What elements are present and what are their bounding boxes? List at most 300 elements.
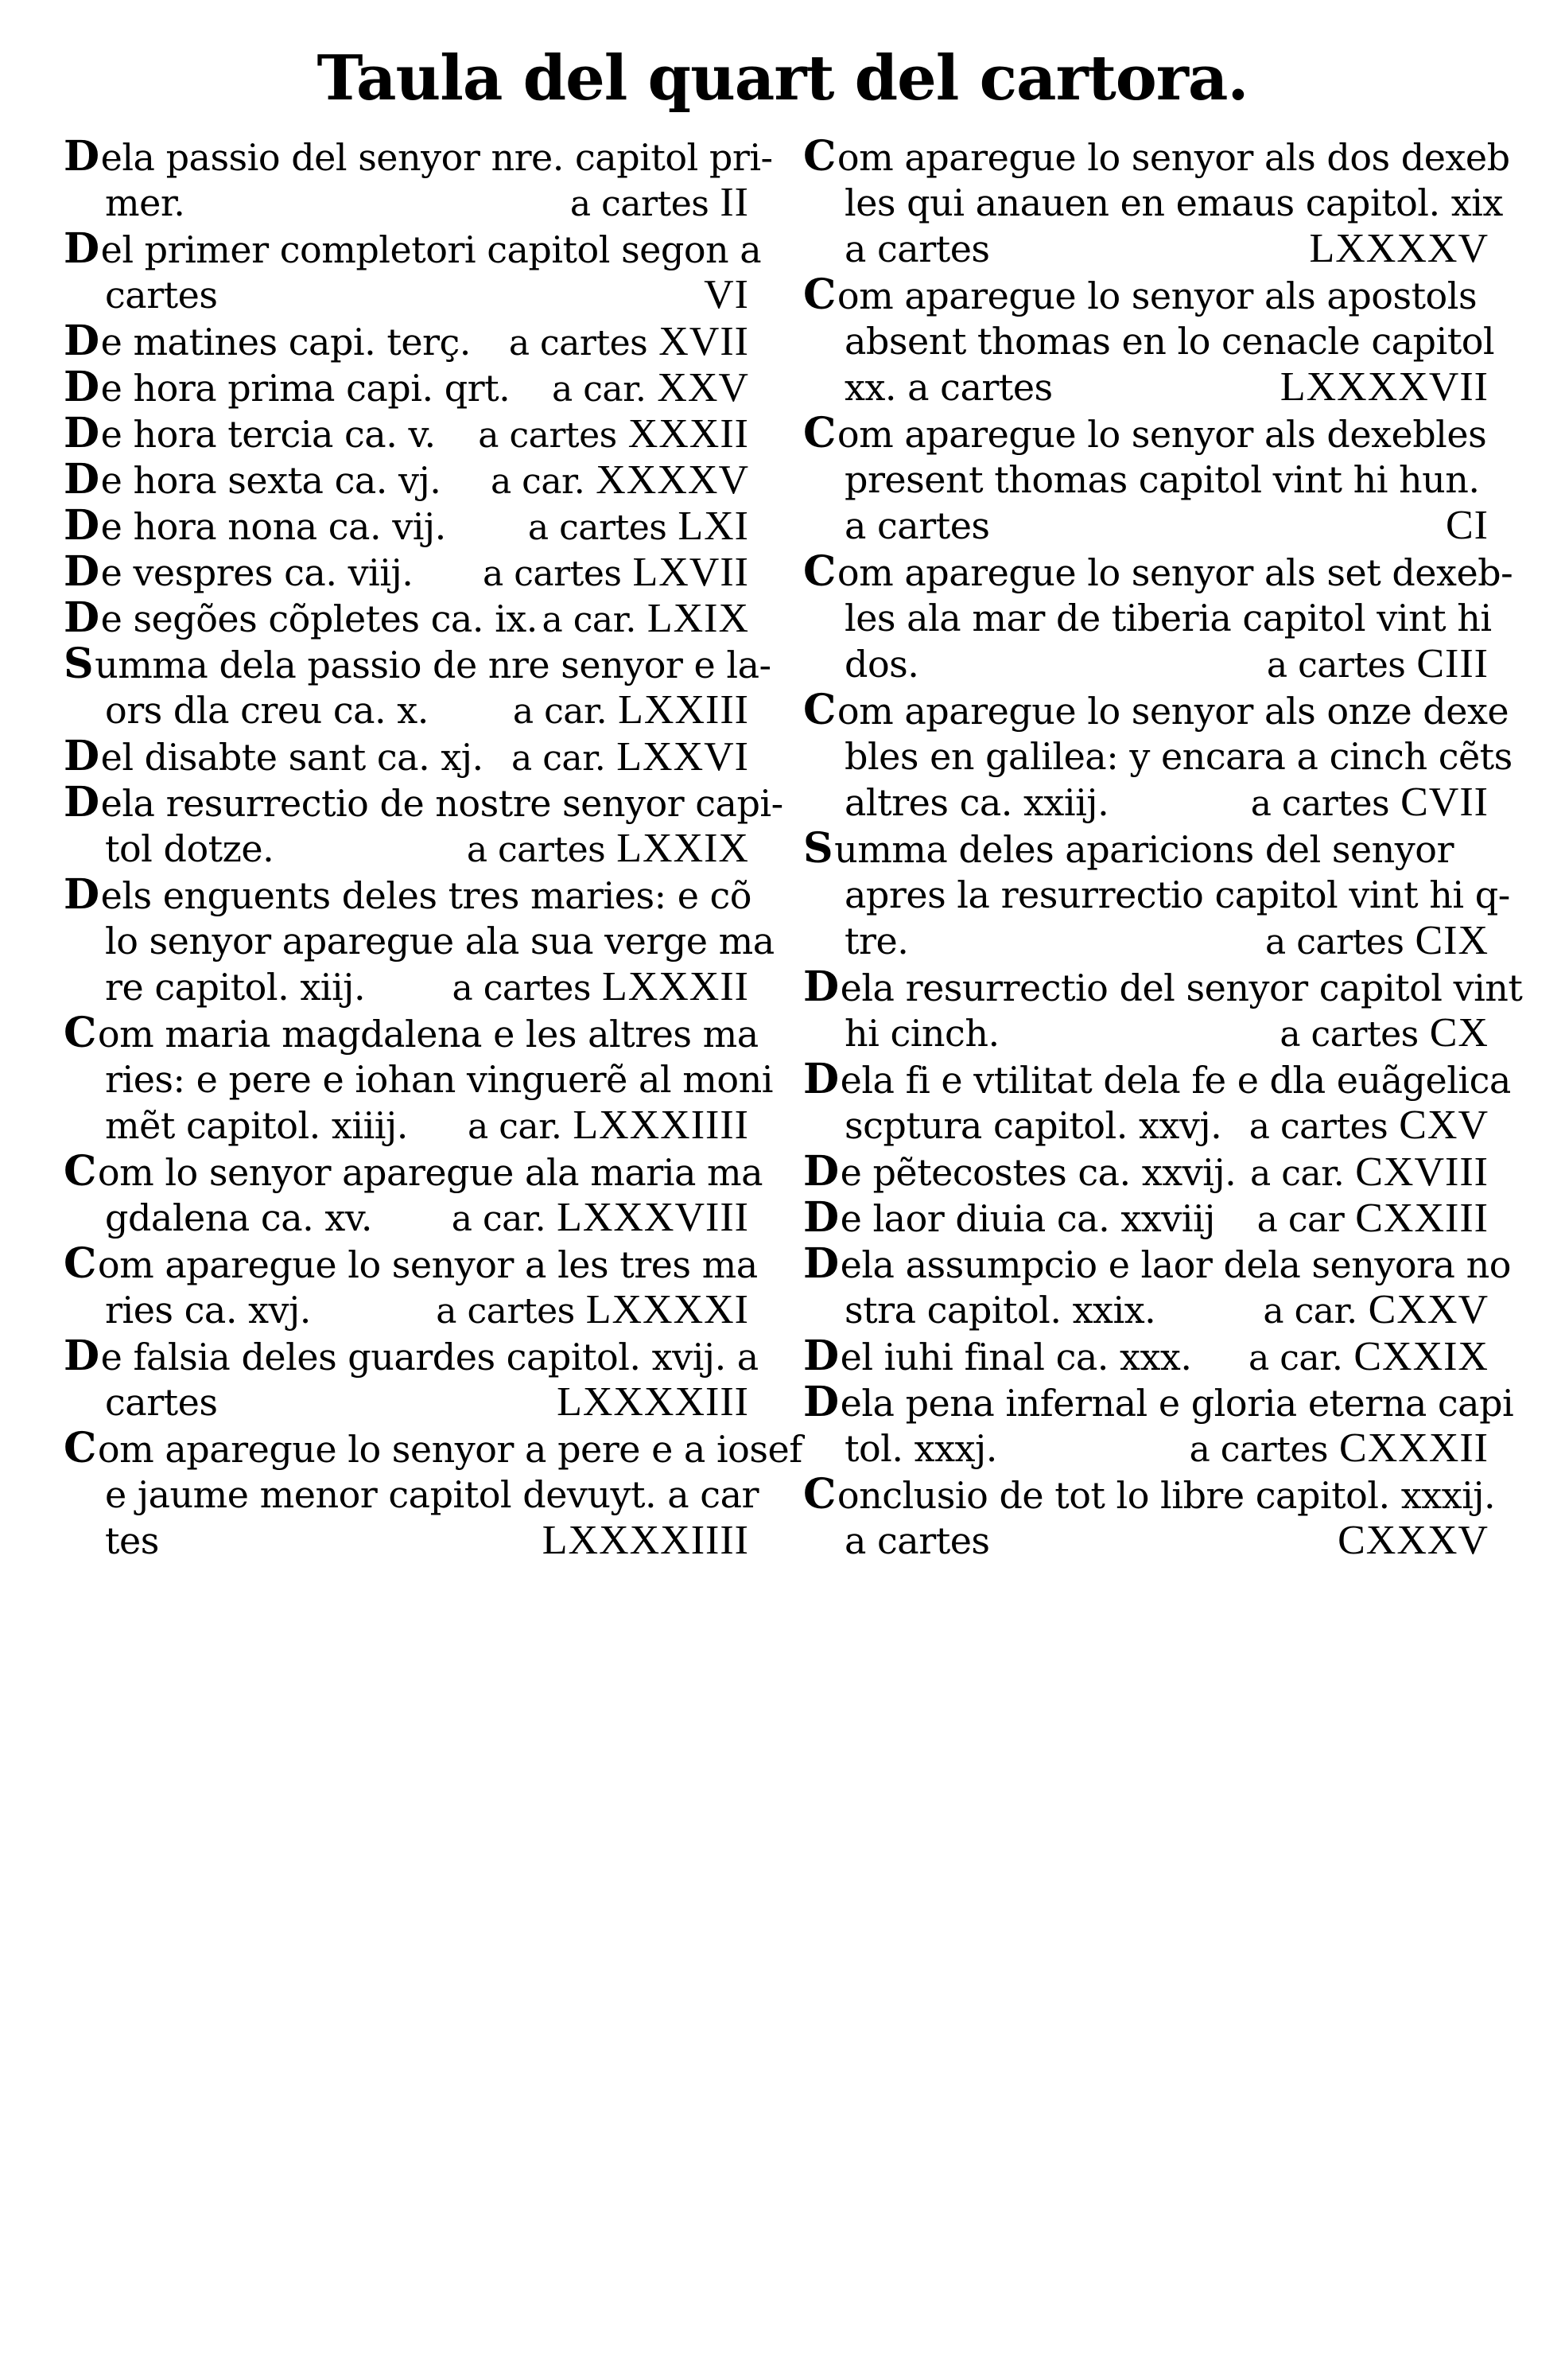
entry-text: cartes xyxy=(105,1381,218,1424)
initial-letter: D xyxy=(803,1239,839,1288)
folio-label: a cartes xyxy=(466,830,606,870)
toc-entry-text xyxy=(64,780,783,826)
toc-column-right xyxy=(803,132,1523,1564)
toc-line xyxy=(64,1287,749,1333)
toc-entry-text xyxy=(64,503,446,550)
folio-label: a cartes xyxy=(1265,922,1404,962)
entry-text: onclusio de tot lo libre capitol. xxxij. xyxy=(837,1474,1496,1517)
page-reference xyxy=(570,180,749,228)
toc-entry-text xyxy=(803,410,1486,457)
toc-line xyxy=(64,1009,759,1057)
entry-text: bles en galilea: y encara a cinch cẽts xyxy=(845,735,1513,778)
initial-letter: D xyxy=(64,501,99,550)
toc-line xyxy=(64,364,749,410)
toc-entry-text xyxy=(803,364,1053,410)
folio-label: a cartes xyxy=(483,554,622,594)
page-reference xyxy=(1249,1334,1489,1382)
toc-line xyxy=(803,595,1492,641)
page-reference xyxy=(542,596,749,644)
initial-letter: D xyxy=(64,593,99,642)
toc-line xyxy=(64,964,749,1010)
toc-entry-text xyxy=(803,1102,1221,1149)
toc-line xyxy=(64,318,749,364)
toc-line xyxy=(803,780,1489,826)
toc-line xyxy=(64,1518,749,1564)
toc-line xyxy=(803,503,1489,549)
toc-line xyxy=(803,962,1523,1011)
folio-label: a cartes xyxy=(1249,1106,1388,1147)
toc-line xyxy=(803,226,1489,272)
folio-number: XXV xyxy=(657,365,749,410)
toc-entry-text xyxy=(64,272,218,318)
page-reference xyxy=(557,1379,749,1425)
toc-entry-text xyxy=(803,1149,1236,1196)
toc-line xyxy=(803,872,1510,918)
entry-text: cartes xyxy=(105,274,218,317)
toc-line xyxy=(64,1056,773,1102)
folio-number: LXXXXIII xyxy=(557,1379,749,1425)
folio-number: LXXXVIII xyxy=(557,1195,749,1240)
toc-entry-text xyxy=(803,733,1513,780)
toc-line xyxy=(803,180,1503,226)
toc-entry-text xyxy=(64,1518,159,1564)
entry-text: e vespres ca. viij. xyxy=(100,551,414,594)
toc-entry-text xyxy=(64,1102,408,1149)
toc-entry-text xyxy=(64,364,510,411)
entry-text: tes xyxy=(105,1519,159,1562)
page-reference xyxy=(452,964,750,1012)
entry-text: om aparegue lo senyor als dexebles xyxy=(837,413,1487,456)
toc-entry-text xyxy=(803,918,908,964)
toc-entry-text xyxy=(803,687,1509,734)
initial-letter: D xyxy=(64,132,99,181)
entry-text: scptura capitol. xxvj. xyxy=(845,1104,1222,1147)
toc-entry-text xyxy=(803,134,1510,181)
entry-text: om aparegue lo senyor a les tres ma xyxy=(97,1243,758,1286)
entry-text: ries: e pere e iohan vinguerẽ al moni xyxy=(105,1058,773,1101)
initial-letter: C xyxy=(803,132,836,181)
toc-line xyxy=(64,1424,802,1472)
entry-text: xx. a cartes xyxy=(845,366,1053,409)
toc-line xyxy=(64,272,749,318)
toc-line xyxy=(803,1333,1489,1379)
initial-letter: D xyxy=(64,409,99,457)
toc-line xyxy=(803,1010,1489,1056)
initial-letter: D xyxy=(64,547,99,596)
folio-label: a car. xyxy=(512,691,608,732)
page-reference xyxy=(1280,1010,1489,1058)
entry-text: om aparegue lo senyor als onze dexe xyxy=(837,690,1509,733)
toc-line xyxy=(803,457,1489,503)
initial-letter: C xyxy=(803,1470,836,1519)
folio-number: XVII xyxy=(658,319,749,364)
initial-letter: D xyxy=(803,962,839,1011)
toc-line xyxy=(803,918,1489,964)
initial-letter: D xyxy=(803,1193,839,1242)
folio-label: a cartes xyxy=(478,415,617,456)
folio-label: a cartes xyxy=(1189,1429,1329,1470)
folio-number: VI xyxy=(704,272,749,317)
folio-label: a cartes xyxy=(1266,645,1406,686)
toc-line xyxy=(64,640,771,688)
initial-letter: D xyxy=(803,1147,839,1196)
page-reference xyxy=(704,272,749,318)
initial-letter: C xyxy=(64,1009,96,1057)
toc-entry-text xyxy=(64,457,441,504)
toc-entry-text xyxy=(803,457,1480,503)
page-reference xyxy=(468,1102,749,1150)
toc-line xyxy=(803,1149,1489,1195)
toc-entry-text xyxy=(64,180,184,226)
toc-entry-text xyxy=(64,134,773,181)
folio-number: LXXXXIIII xyxy=(542,1518,749,1563)
entry-text: e segões cõpletes ca. ix. xyxy=(100,597,538,640)
entry-text: ela pena infernal e gloria eterna capi xyxy=(840,1382,1514,1425)
toc-entry-text xyxy=(803,549,1513,596)
entry-text: ela assumpcio e laor dela senyora no xyxy=(840,1243,1511,1286)
folio-number: CXXXII xyxy=(1339,1425,1489,1471)
entry-text: umma deles aparicions del senyor xyxy=(834,828,1454,871)
folio-number: LXXIX xyxy=(616,826,749,871)
toc-entry-text xyxy=(64,1472,759,1518)
entry-text: ela resurrectio de nostre senyor capi- xyxy=(100,782,783,825)
entry-text: re capitol. xiij. xyxy=(105,966,366,1009)
initial-letter: S xyxy=(64,640,94,688)
toc-line xyxy=(803,1195,1489,1241)
toc-entry-text xyxy=(64,687,429,733)
entry-text: dos. xyxy=(845,643,919,686)
page-reference xyxy=(483,550,749,597)
toc-entry-text xyxy=(803,826,1454,873)
initial-letter: D xyxy=(803,1055,839,1103)
entry-text: e matines capi. terç. xyxy=(100,321,471,364)
entry-text: e pẽtecostes ca. xxvij. xyxy=(840,1151,1237,1194)
toc-entry-text xyxy=(803,272,1477,319)
entry-text: a cartes xyxy=(845,1519,990,1562)
folio-number: CIX xyxy=(1415,918,1489,963)
toc-entry-text xyxy=(64,1149,763,1196)
toc-line xyxy=(64,918,775,964)
initial-letter: D xyxy=(803,1332,839,1380)
entry-text: altres ca. xxiij. xyxy=(845,781,1109,824)
page-reference xyxy=(467,826,749,873)
toc-entry-text xyxy=(64,826,274,872)
toc-entry-text xyxy=(64,1287,311,1333)
folio-number: LXI xyxy=(678,504,749,549)
toc-line xyxy=(64,778,783,826)
folio-label: a car. xyxy=(1249,1153,1345,1194)
toc-entry-text xyxy=(803,1056,1511,1103)
toc-entry-text xyxy=(64,1195,372,1241)
toc-line xyxy=(803,1287,1489,1333)
folio-number: LXXIII xyxy=(618,687,749,733)
toc-entry-text xyxy=(803,1287,1155,1333)
folio-number: LXXXIIII xyxy=(573,1102,749,1148)
toc-line xyxy=(64,132,773,181)
entry-text: e laor diuia ca. xxviij xyxy=(840,1197,1215,1240)
toc-line xyxy=(803,132,1510,181)
entry-text: tol. xxxj. xyxy=(845,1427,997,1470)
folio-number: II xyxy=(720,180,749,225)
toc-line xyxy=(64,687,749,733)
initial-letter: C xyxy=(803,270,836,319)
page-reference xyxy=(542,1518,749,1564)
page-reference xyxy=(1190,1425,1489,1473)
toc-column-left xyxy=(64,132,802,1564)
folio-label: a car. xyxy=(511,738,606,779)
page-reference xyxy=(513,687,749,735)
toc-entry-text xyxy=(64,410,436,457)
folio-number: CXXXV xyxy=(1338,1518,1489,1563)
entry-text: umma dela passio de nre senyor e la- xyxy=(95,644,771,686)
folio-number: CXV xyxy=(1399,1102,1489,1148)
toc-line xyxy=(64,1147,763,1196)
page-reference xyxy=(511,734,749,782)
toc-entry-text xyxy=(803,180,1503,226)
page-reference xyxy=(436,1287,749,1335)
entry-text: lo senyor aparegue ala sua verge ma xyxy=(105,920,775,962)
toc-line xyxy=(64,503,749,549)
toc-line xyxy=(803,1425,1489,1472)
entry-text: om aparegue lo senyor a pere e a iosef xyxy=(97,1428,802,1471)
toc-line xyxy=(64,1332,759,1380)
page-reference xyxy=(1267,641,1489,689)
toc-line xyxy=(64,457,749,503)
toc-line xyxy=(64,549,749,595)
toc-entry-text xyxy=(803,780,1109,826)
initial-letter: C xyxy=(64,1424,96,1472)
entry-text: ela fi e vtilitat dela fe e dla euãgelica xyxy=(840,1059,1511,1102)
entry-text: ela passio del senyor nre. capitol pri- xyxy=(100,136,773,179)
folio-label: a car. xyxy=(1263,1291,1357,1332)
toc-line xyxy=(803,1518,1489,1564)
entry-text: om aparegue lo senyor als set dexeb- xyxy=(837,551,1513,594)
folio-label: a car. xyxy=(552,369,647,410)
folio-label: a car. xyxy=(1249,1338,1343,1379)
entry-text: hi cinch. xyxy=(845,1012,1000,1055)
toc-entry-text xyxy=(803,1195,1215,1242)
toc-line xyxy=(803,1102,1489,1149)
folio-number: XXXII xyxy=(627,411,749,457)
folio-label: a car. xyxy=(542,600,636,640)
entry-text: om aparegue lo senyor als dos dexeb xyxy=(837,136,1510,179)
toc-entry-text xyxy=(803,1425,997,1472)
page-reference xyxy=(491,457,749,505)
toc-line xyxy=(64,224,762,273)
page-reference xyxy=(478,411,749,459)
entry-text: mẽt capitol. xiiij. xyxy=(105,1104,408,1147)
toc-entry-text xyxy=(803,318,1494,364)
toc-entry-text xyxy=(64,733,483,780)
entry-text: ela resurrectio del senyor capitol vint xyxy=(840,966,1523,1009)
toc-line xyxy=(803,1239,1511,1288)
entry-text: a cartes xyxy=(845,504,990,547)
entry-text: e hora tercia ca. v. xyxy=(100,413,436,456)
page-reference xyxy=(1251,780,1489,827)
toc-line xyxy=(803,272,1489,318)
initial-letter: D xyxy=(64,224,99,273)
folio-number: LXXVI xyxy=(616,734,749,780)
entry-text: absent thomas en lo cenacle capitol xyxy=(845,320,1495,363)
toc-line xyxy=(64,1195,749,1241)
toc-entry-text xyxy=(64,595,538,642)
entry-text: e hora prima capi. qrt. xyxy=(100,367,511,410)
page-reference xyxy=(1257,1196,1489,1243)
page-reference xyxy=(1265,918,1489,966)
toc-entry-text xyxy=(64,964,365,1010)
toc-entry-text xyxy=(64,1379,218,1425)
page-reference xyxy=(1309,226,1489,272)
page-reference xyxy=(452,1195,749,1242)
folio-label: a car. xyxy=(451,1199,546,1239)
toc-entry-text xyxy=(64,549,413,596)
folio-number: LXXXII xyxy=(601,964,749,1009)
folio-number: CXVIII xyxy=(1355,1149,1489,1195)
initial-letter: D xyxy=(64,732,99,780)
initial-letter: D xyxy=(64,317,99,365)
entry-text: el primer completori capitol segon a xyxy=(100,228,762,271)
entry-text: e jaume menor capitol devuyt. a car xyxy=(105,1473,759,1516)
toc-line xyxy=(803,1470,1496,1519)
folio-label: a cartes xyxy=(436,1291,575,1332)
entry-text: a cartes xyxy=(845,228,990,270)
entry-text: ors dla creu ca. x. xyxy=(105,689,429,732)
entry-text: e hora nona ca. vij. xyxy=(100,505,446,548)
page-reference xyxy=(1280,364,1489,410)
toc-line xyxy=(64,1472,759,1518)
initial-letter: C xyxy=(64,1147,96,1196)
folio-number: LXIX xyxy=(647,596,749,641)
page-reference xyxy=(528,504,749,551)
entry-text: tre. xyxy=(845,920,909,962)
toc-entry-text xyxy=(64,1010,759,1057)
folio-number: LXXXXVII xyxy=(1280,364,1489,410)
toc-entry-text xyxy=(64,1241,758,1288)
folio-label: a cartes xyxy=(569,184,709,224)
toc-line xyxy=(803,1055,1511,1103)
toc-entry-text xyxy=(803,1010,1000,1056)
toc-line xyxy=(803,686,1509,734)
initial-letter: D xyxy=(64,870,99,919)
toc-line xyxy=(64,595,749,641)
initial-letter: C xyxy=(803,547,836,596)
folio-number: LXVII xyxy=(632,550,749,595)
page-reference xyxy=(509,319,749,367)
toc-line xyxy=(803,641,1489,687)
toc-line xyxy=(64,1102,749,1149)
folio-number: CIII xyxy=(1416,641,1489,686)
toc-line xyxy=(803,547,1513,596)
entry-text: ries ca. xvj. xyxy=(105,1289,311,1332)
folio-number: LXXXXI xyxy=(585,1287,749,1332)
page-reference xyxy=(1249,1102,1489,1150)
toc-entry-text xyxy=(803,1472,1495,1519)
page-reference xyxy=(1250,1149,1489,1197)
folio-number: CXXIII xyxy=(1355,1196,1489,1241)
entry-text: e hora sexta ca. vj. xyxy=(100,459,441,502)
toc-line xyxy=(803,318,1495,364)
entry-text: om lo senyor aparegue ala maria ma xyxy=(97,1151,763,1194)
toc-line xyxy=(803,733,1513,780)
page-title: Taula del quart del cartora. xyxy=(316,42,1249,115)
folio-label: a car. xyxy=(490,461,585,502)
folio-label: a cartes xyxy=(1250,784,1390,824)
toc-entry-text xyxy=(803,872,1510,918)
toc-entry-text xyxy=(64,641,771,688)
entry-text: mer. xyxy=(105,181,185,224)
entry-text: les ala mar de tiberia capitol vint hi xyxy=(845,597,1492,640)
toc-line xyxy=(64,826,749,872)
folio-label: a cartes xyxy=(527,508,667,548)
toc-entry-text xyxy=(803,1333,1191,1380)
initial-letter: D xyxy=(64,363,99,411)
entry-text: apres la resurrectio capitol vint hi q- xyxy=(845,873,1510,916)
toc-entry-text xyxy=(64,1333,759,1380)
page-reference xyxy=(1263,1287,1489,1335)
folio-number: LXXXXV xyxy=(1309,226,1489,271)
initial-letter: D xyxy=(64,1332,99,1380)
toc-entry-text xyxy=(64,1425,802,1472)
toc-line xyxy=(64,872,749,918)
folio-number: CX xyxy=(1429,1010,1489,1056)
entry-text: tol dotze. xyxy=(105,827,274,870)
toc-line xyxy=(803,410,1489,457)
toc-entry-text xyxy=(803,1241,1511,1288)
toc-entry-text xyxy=(803,1379,1513,1426)
toc-line xyxy=(64,410,749,457)
toc-line xyxy=(64,733,749,780)
initial-letter: D xyxy=(64,455,99,504)
toc-entry-text xyxy=(64,318,471,365)
page-reference xyxy=(1446,503,1489,549)
folio-label: a cartes xyxy=(508,323,648,364)
entry-text: el iuhi final ca. xxx. xyxy=(840,1336,1192,1379)
folio-label: a car xyxy=(1256,1200,1345,1240)
page-reference xyxy=(1338,1518,1489,1564)
toc-line xyxy=(64,1239,758,1288)
initial-letter: D xyxy=(64,778,99,826)
toc-entry-text xyxy=(803,503,990,549)
folio-number: XXXXV xyxy=(596,457,749,503)
toc-line xyxy=(64,180,749,226)
toc-line xyxy=(803,826,1489,872)
entry-text: e falsia deles guardes capitol. xvij. a xyxy=(100,1336,759,1379)
toc-entry-text xyxy=(803,1518,990,1564)
toc-entry-text xyxy=(64,918,775,964)
entry-text: les qui anauen en emaus capitol. xix xyxy=(845,181,1503,224)
toc-entry-text xyxy=(803,595,1492,641)
toc-entry-text xyxy=(64,226,761,273)
toc-entry-text xyxy=(64,872,751,919)
toc-entry-text xyxy=(64,1056,773,1102)
entry-text: el disabte sant ca. xj. xyxy=(100,736,483,779)
toc-line xyxy=(803,1378,1514,1426)
entry-text: gdalena ca. xv. xyxy=(105,1196,372,1239)
initial-letter: C xyxy=(803,409,836,457)
entry-text: om aparegue lo senyor als apostols xyxy=(837,274,1478,317)
entry-text: om maria magdalena e les altres ma xyxy=(97,1013,759,1056)
initial-letter: C xyxy=(803,686,836,734)
folio-label: a cartes xyxy=(1280,1014,1419,1055)
folio-number: CI xyxy=(1446,503,1489,548)
folio-label: a car. xyxy=(468,1106,562,1147)
page-reference xyxy=(552,365,749,413)
toc-entry-text xyxy=(803,964,1522,1011)
initial-letter: S xyxy=(803,824,833,873)
initial-letter: D xyxy=(803,1378,839,1426)
entry-text: present thomas capitol vint hi hun. xyxy=(845,458,1480,501)
initial-letter: C xyxy=(64,1239,96,1288)
